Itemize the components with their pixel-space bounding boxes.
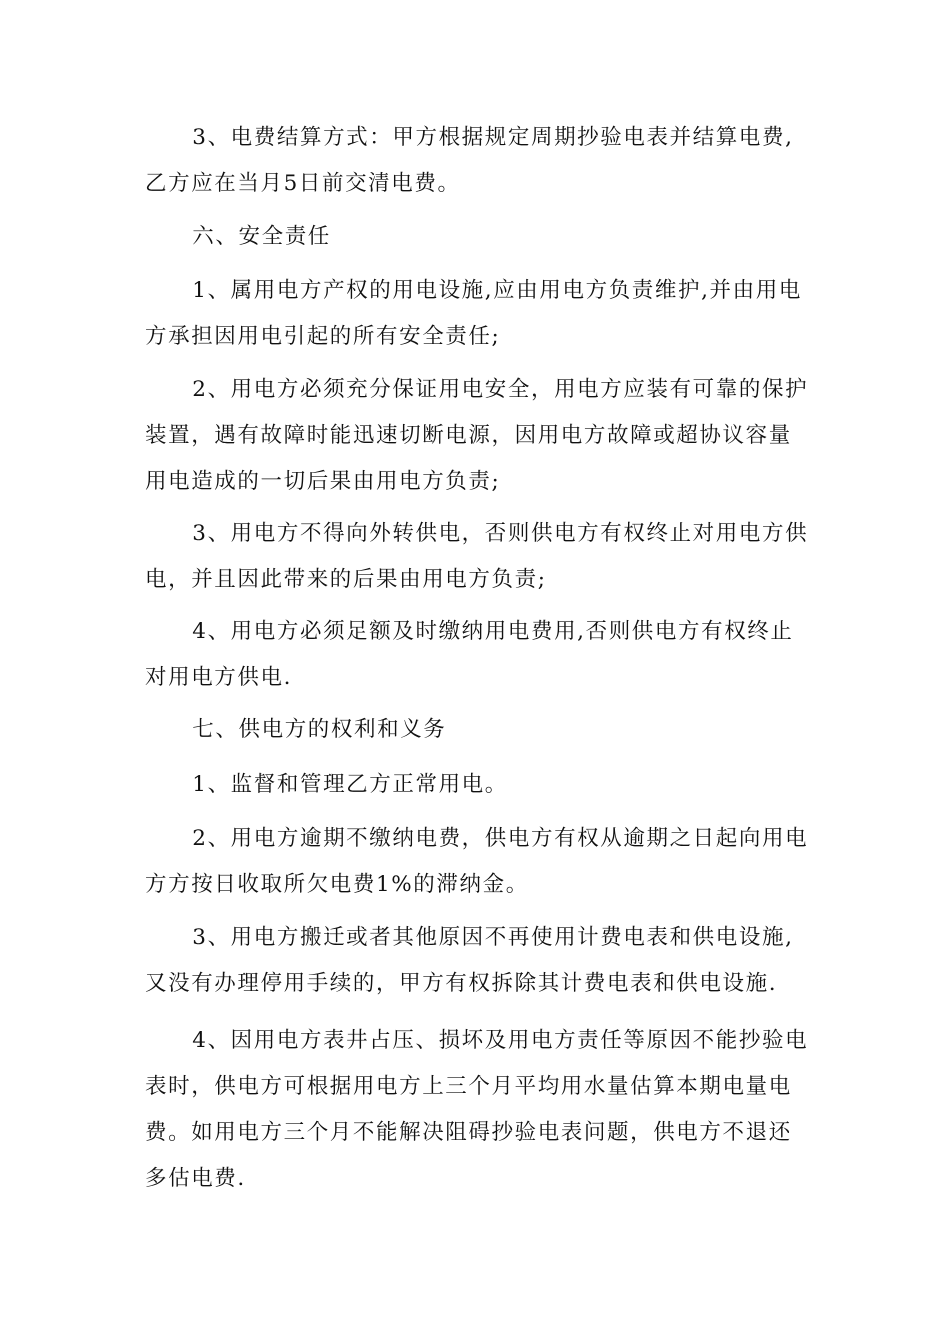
paragraph-billing-method: 3、电费结算方式：甲方根据规定周期抄验电表并结算电费,乙方应在当月5日前交清电费。 — [145, 125, 794, 196]
paragraph-rights-3: 3、用电方搬迁或者其他原因不再使用计费电表和供电设施,又没有办理停用手续的，甲方有权拆除其计费电表和供电设施. — [145, 925, 794, 996]
paragraph-safety-1: 1、属用电方产权的用电设施,应由用电方负责维护,并由用电方承担因用电引起的所有安全责任; — [145, 278, 802, 349]
paragraph-rights-4: 4、因用电方表井占压、损坏及用电方责任等原因不能抄验电表时，供电方可根据用电方上三个月平均用水量估算本期电量电费。如用电方三个月不能解决阻碍抄验电表问题，供电方不退还多估电费. — [145, 1028, 809, 1191]
paragraph-safety-2: 2、用电方必须充分保证用电安全，用电方应装有可靠的保护装置，遇有故障时能迅速切断电源，因用电方故障或超协议容量用电造成的一切后果由用电方负责; — [145, 377, 809, 494]
section-heading-safety: 六、安全责任 — [192, 224, 331, 249]
paragraph-rights-1: 1、监督和管理乙方正常用电。 — [192, 772, 508, 797]
section-heading-supplier-rights: 七、供电方的权利和义务 — [192, 717, 447, 742]
paragraph-safety-3: 3、用电方不得向外转供电，否则供电方有权终止对用电方供电，并且因此带来的后果由用电方负责; — [145, 521, 809, 592]
paragraph-rights-2: 2、用电方逾期不缴纳电费，供电方有权从逾期之日起向用电方方按日收取所欠电费1%的滞纳金。 — [145, 826, 809, 897]
paragraph-safety-4: 4、用电方必须足额及时缴纳用电费用,否则供电方有权终止对用电方供电. — [145, 619, 794, 690]
